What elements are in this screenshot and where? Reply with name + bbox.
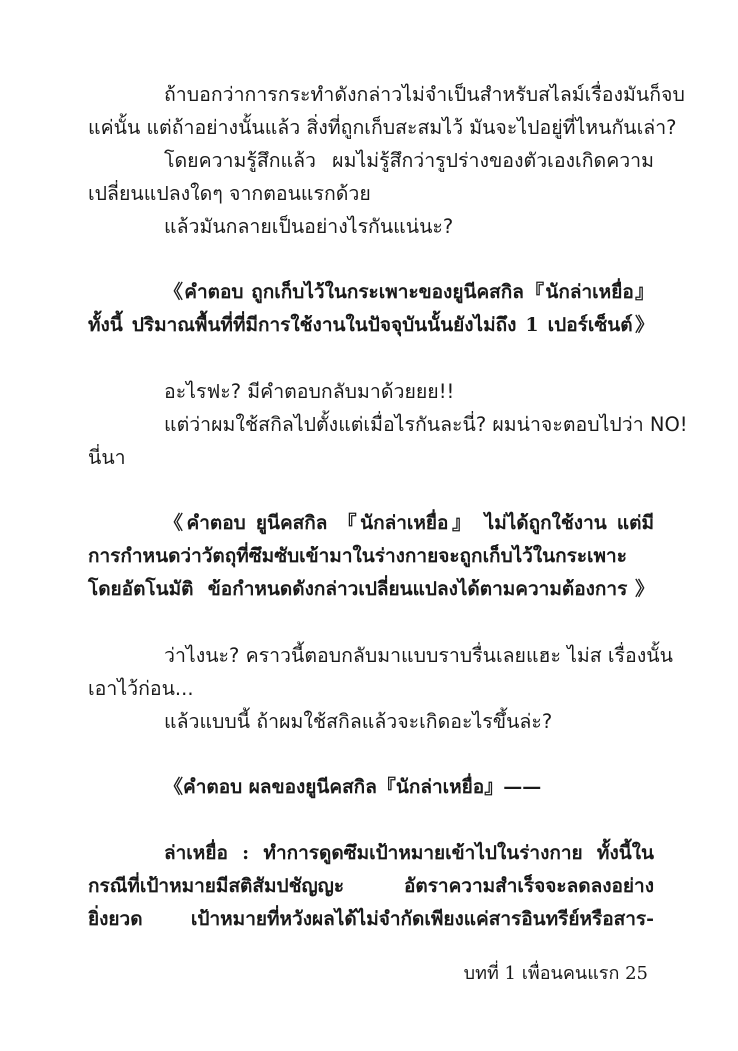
text-line: โดยความรู้สึกแล้ว ผมไม่รู้สึกว่ารูปร่างของตัวเองเกิดความ: [164, 149, 654, 172]
paragraph: [88, 639, 673, 705]
text-line: ถ้าบอกว่าการกระทำดังกล่าวไม่จำเป็นสำหรับสไลม์เรื่องมันก็จบ: [164, 83, 685, 106]
text-line: ทั้งนี้ ปริมาณพื้นที่ที่มีการใช้งานในปัจจุบันนั้นยังไม่ถึง 1 เปอร์เซ็นต์》: [88, 314, 654, 336]
text-line: 《คำตอบ ผลของยูนีคสกิล『นักล่าเหยื่อ』——: [164, 776, 542, 798]
text-line: แล้วแบบนี้ ถ้าผมใช้สกิลแล้วจะเกิดอะไรขึ้นล่ะ?: [164, 710, 553, 733]
text-line: นี่นา: [88, 446, 126, 469]
text-line: ล่าเหยื่อ : ทำการดูดซึมเป้าหมายเข้าไปในร่างกาย ทั้งนี้ใน: [164, 842, 654, 864]
text-line: ยิ่งยวด เป้าหมายที่หวังผลได้ไม่จำกัดเพียงแค่สารอินทรีย์หรือสาร-: [88, 908, 654, 930]
text-line: เอาไว้ก่อน...: [88, 677, 194, 700]
text-line: 《คำตอบ ยูนีคสกิล 『นักล่าเหยื่อ』 ไม่ได้ถูกใช้งาน แต่มี: [164, 512, 654, 534]
system-answer-paragraph: [88, 771, 654, 804]
text-line: ว่าไงนะ? คราวนี้ตอบกลับมาแบบราบรื่นเลยแฮะ ไม่ส เรื่องนั้น: [164, 644, 673, 667]
page-footer: บทที่ 1 เพื่อนคนแรก 25: [463, 963, 648, 984]
text-line: โดยอัตโนมัติ ข้อกำหนดดังกล่าวเปลี่ยนแปลงได้ตามความต้องการ》: [88, 578, 654, 600]
paragraph: [88, 705, 654, 738]
text-line: แล้วมันกลายเป็นอย่างไรกันแน่นะ?: [164, 215, 454, 238]
skill-description-paragraph: [88, 837, 654, 936]
text-line: อะไรฟะ? มีคำตอบกลับมาด้วยยย!!: [164, 380, 455, 403]
text-line: กรณีที่เป้าหมายมีสติสัมปชัญญะ อัตราความสำเร็จจะลดลงอย่าง: [88, 875, 654, 897]
system-answer-paragraph: [88, 507, 654, 606]
page-body: [88, 78, 688, 936]
text-line: แค่นั้น แต่ถ้าอย่างนั้นแล้ว สิ่งที่ถูกเก็บสะสมไว้ มันจะไปอยู่ที่ไหนกันเล่า?: [88, 116, 677, 139]
text-line: เปลี่ยนแปลงใดๆ จากตอนแรกด้วย: [88, 182, 371, 205]
paragraph: [88, 144, 654, 210]
system-answer-paragraph: [88, 276, 654, 342]
text-line: แต่ว่าผมใช้สกิลไปตั้งแต่เมื่อไรกันละนี่? ผมน่าจะตอบไปว่า NO!: [164, 413, 688, 436]
text-line: 《คำตอบ ถูกเก็บไว้ในกระเพาะของยูนีคสกิล『นักล่าเหยื่อ』: [164, 281, 654, 303]
paragraph: [88, 78, 685, 144]
text-line: การกำหนดว่าวัตถุที่ซึมซับเข้ามาในร่างกายจะถูกเก็บไว้ในกระเพาะ: [88, 545, 627, 567]
paragraph: [88, 375, 654, 408]
paragraph: [88, 408, 688, 474]
paragraph: [88, 210, 654, 243]
